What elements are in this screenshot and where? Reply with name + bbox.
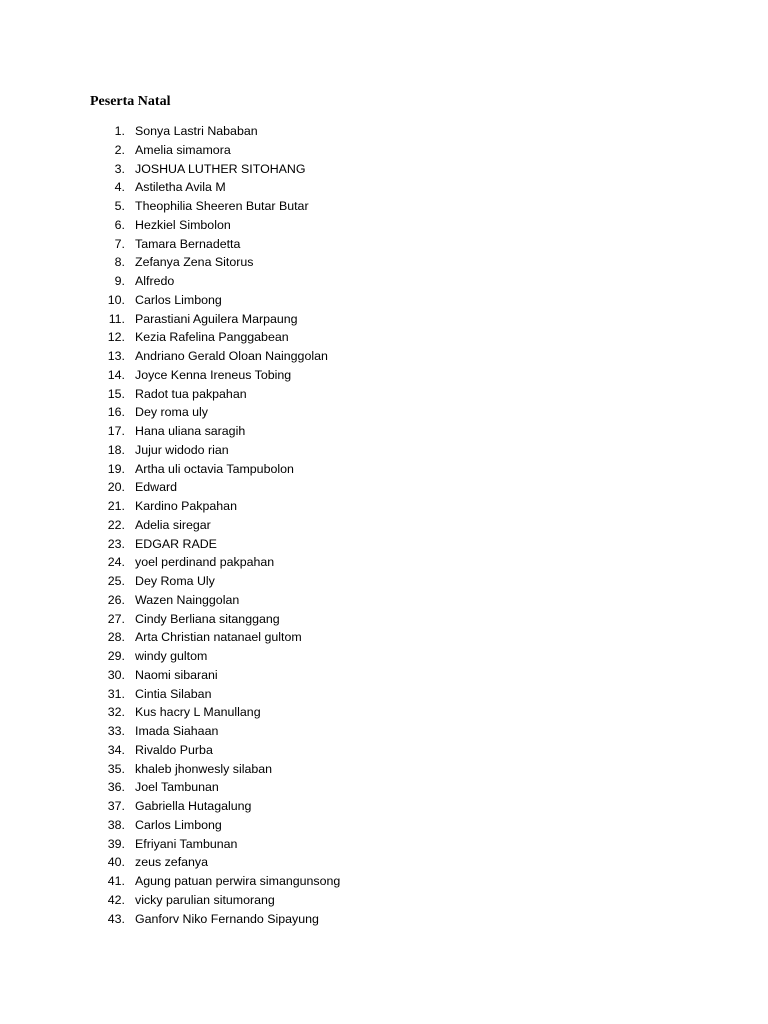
list-item-number: 26. [107,592,125,607]
list-item-number: 14. [107,367,125,382]
list-item-name: Kezia Rafelina Panggabean [135,330,289,345]
list-item-number: 10. [107,292,125,307]
list-item-name: Adelia siregar [135,517,211,532]
list-item-number: 11. [108,311,125,326]
list-item-number: 27. [107,611,125,626]
list-item-number: 29. [107,649,125,663]
list-item-number: 32. [107,705,125,720]
list-item-name: Hana uliana saragih [135,424,246,438]
list-item-number: 34. [107,742,125,757]
list-item-number: 22. [107,517,125,532]
list-item-number: 43. [107,911,125,926]
list-item-number: 38. [107,817,125,832]
list-item-name: Artha uli octavia Tampubolon [135,461,294,476]
list-item-number: 4. [114,180,125,195]
list-item-name: Andriano Gerald Oloan Nainggolan [135,349,328,363]
list-item-number: 24. [107,555,125,570]
list-item-number: 40. [107,855,125,870]
list-item-name: Carlos Limbong [135,817,222,832]
list-item-number: 23. [107,536,125,551]
list-item-name: Radot tua pakpahan [135,386,247,401]
list-item-name: Joyce Kenna Ireneus Tobing [135,367,292,382]
list-item-number: 16. [107,405,125,420]
list-item-name: Theophilia Sheeren Butar Butar [135,199,309,213]
list-item-number: 15. [107,386,125,401]
list-item-name: Rivaldo Purba [135,742,213,757]
document-title: Peserta Natal [90,94,171,109]
list-item-name: Gabriella Hutagalung [135,799,252,813]
list-item-number: 7. [114,236,125,251]
list-item-name: Efriyani Tambunan [135,836,238,851]
list-item-name: Carlos Limbong [135,292,222,307]
list-item-number: 33. [107,724,125,738]
list-item-name: Cintia Silaban [135,686,212,701]
list-item-name: Edward [135,480,178,495]
list-item-name: khaleb jhonwesly silaban [135,761,273,776]
list-item-name: Jujur widodo rian [135,442,229,457]
list-item-name: Kus hacry L Manullang [135,705,261,720]
list-item-number: 18. [107,442,125,457]
list-item-number: 41. [107,874,125,888]
list-item-number: 9. [114,274,125,288]
list-item-number: 21. [107,499,125,513]
list-item-number: 35. [107,761,125,776]
list-item-name: Kardino Pakpahan [135,499,237,513]
list-item-number: 36. [107,780,125,795]
list-item-name: Agung patuan perwira simangunsong [135,874,341,888]
list-item-number: 5. [114,199,125,213]
list-item-name: windy gultom [135,649,208,663]
list-item-name: Hezkiel Simbolon [135,217,231,232]
list-item-name: zeus zefanya [135,855,209,870]
list-item-name: Joel Tambunan [135,780,219,795]
list-item-number: 2. [114,142,125,157]
list-item-number: 42. [107,892,125,907]
list-item-number: 37. [107,799,125,813]
list-item-name: Arta Christian natanael gultom [135,630,302,645]
list-item-number: 30. [107,667,125,682]
list-item-name: Dey roma uly [135,405,208,420]
list-item-name: Naomi sibarani [135,667,218,682]
list-item-number: 31. [107,686,125,701]
list-item-name: Zefanya Zena Sitorus [135,255,254,270]
list-item-number: 39. [107,836,125,851]
list-item-name: JOSHUA LUTHER SITOHANG [135,161,306,176]
list-item-number: 25. [107,574,125,588]
list-item-name: Parastiani Aguilera Marpaung [135,311,298,326]
list-item-name: vicky parulian situmorang [135,892,275,907]
list-item-name: Wazen Nainggolan [135,592,240,607]
list-item-name: Cindy Berliana sitanggang [135,611,280,626]
list-item-name: Sonya Lastri Nababan [135,124,258,138]
list-item-number: 6. [114,217,125,232]
list-item-number: 12. [107,330,125,345]
list-item-name: Astiletha Avila M [135,180,226,195]
list-item-number: 28. [107,630,125,645]
list-item-number: 19. [107,461,125,476]
list-item-name: yoel perdinand pakpahan [135,555,275,570]
list-item-number: 13. [107,349,125,363]
list-item-number: 3. [114,161,125,176]
list-item-name: Ganforv Niko Fernando Sipayung [135,911,319,926]
list-item-number: 8. [114,255,125,270]
list-item-name: EDGAR RADE [135,536,217,551]
list-item-number: 20. [107,480,125,495]
list-item-name: Dey Roma Uly [135,574,215,588]
list-item-name: Alfredo [135,274,175,288]
list-item-name: Tamara Bernadetta [135,236,241,251]
list-item-number: 17. [107,424,125,438]
list-item-name: Amelia simamora [135,142,231,157]
list-item-number: 1. [114,124,125,138]
list-item-name: Imada Siahaan [135,724,219,738]
